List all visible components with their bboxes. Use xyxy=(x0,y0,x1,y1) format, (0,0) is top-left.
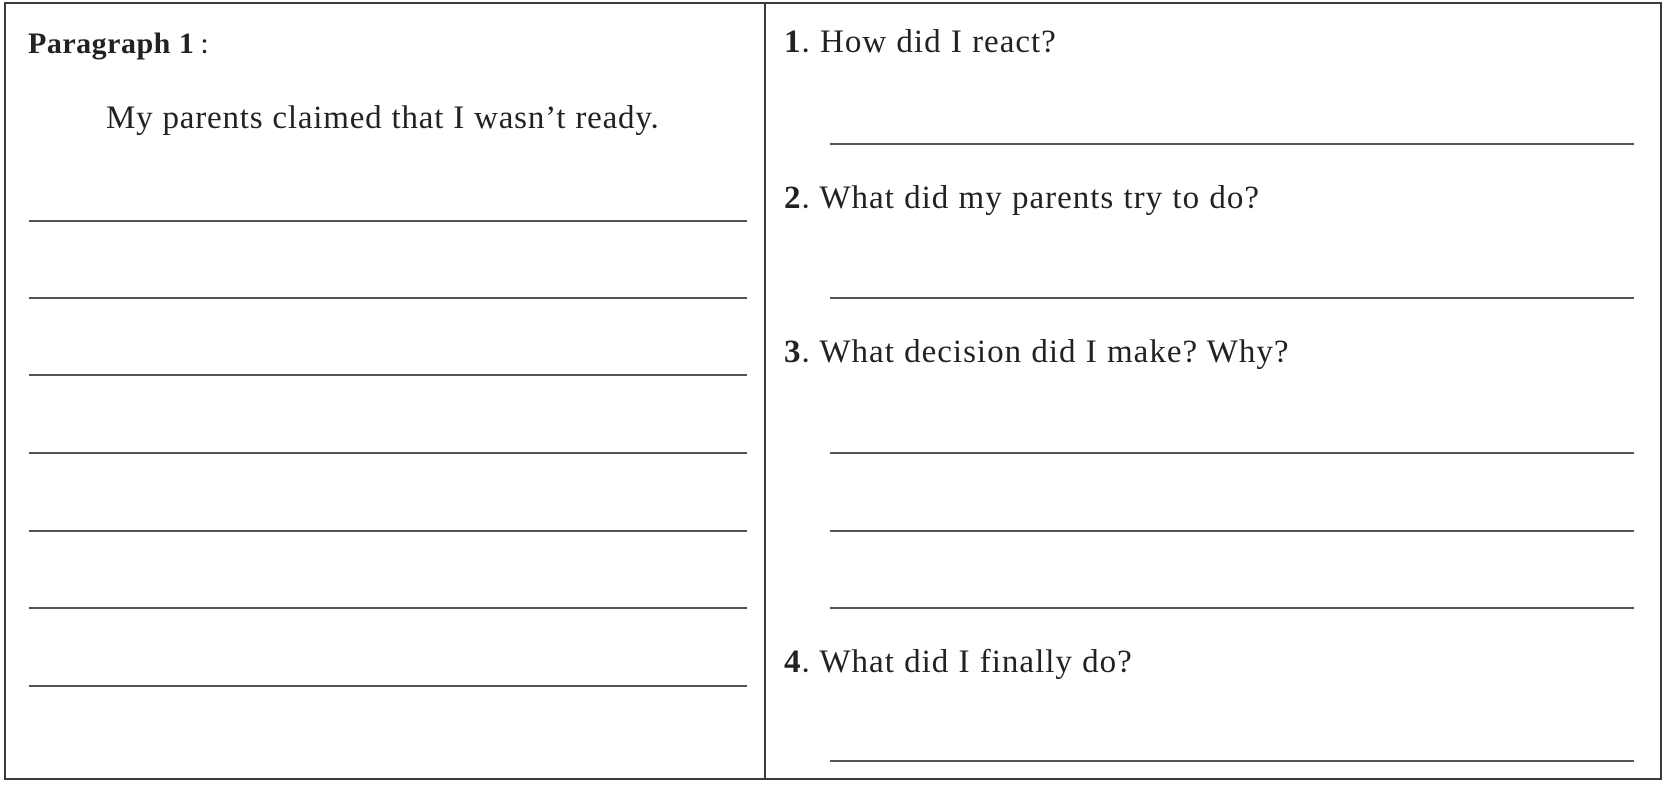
question-2-number: 2 xyxy=(784,180,802,216)
question-3-text: . What decision did I make? Why? xyxy=(801,334,1290,370)
paragraph-heading xyxy=(28,27,209,61)
writing-line-left-5[interactable] xyxy=(29,530,747,532)
question-4 xyxy=(784,644,1133,681)
question-4-text: . What did I finally do? xyxy=(801,644,1133,680)
writing-line-left-4[interactable] xyxy=(29,452,747,454)
question-2-text: . What did my parents try to do? xyxy=(801,180,1260,216)
answer-line-q3-1[interactable] xyxy=(830,452,1634,454)
question-1-text: . How did I react? xyxy=(801,24,1057,60)
question-1-number: 1 xyxy=(784,24,802,60)
writing-line-left-3[interactable] xyxy=(29,374,747,376)
paragraph-heading-label: Paragraph 1 xyxy=(28,27,195,60)
writing-line-left-7[interactable] xyxy=(29,685,747,687)
writing-line-left-6[interactable] xyxy=(29,607,747,609)
answer-line-q3-3[interactable] xyxy=(830,607,1634,609)
question-1 xyxy=(784,24,1057,61)
paragraph-heading-colon: : xyxy=(200,27,210,60)
question-4-number: 4 xyxy=(784,644,802,680)
intro-sentence: My parents claimed that I wasn’t ready. xyxy=(106,100,660,136)
column-divider xyxy=(764,2,766,780)
answer-line-q3-2[interactable] xyxy=(830,530,1634,532)
writing-line-left-1[interactable] xyxy=(29,220,747,222)
question-2 xyxy=(784,180,1260,217)
answer-line-q2-1[interactable] xyxy=(830,297,1634,299)
answer-line-q4-1[interactable] xyxy=(830,760,1634,762)
answer-line-q1-1[interactable] xyxy=(830,143,1634,145)
writing-line-left-2[interactable] xyxy=(29,297,747,299)
question-3-number: 3 xyxy=(784,334,802,370)
question-3 xyxy=(784,334,1290,371)
